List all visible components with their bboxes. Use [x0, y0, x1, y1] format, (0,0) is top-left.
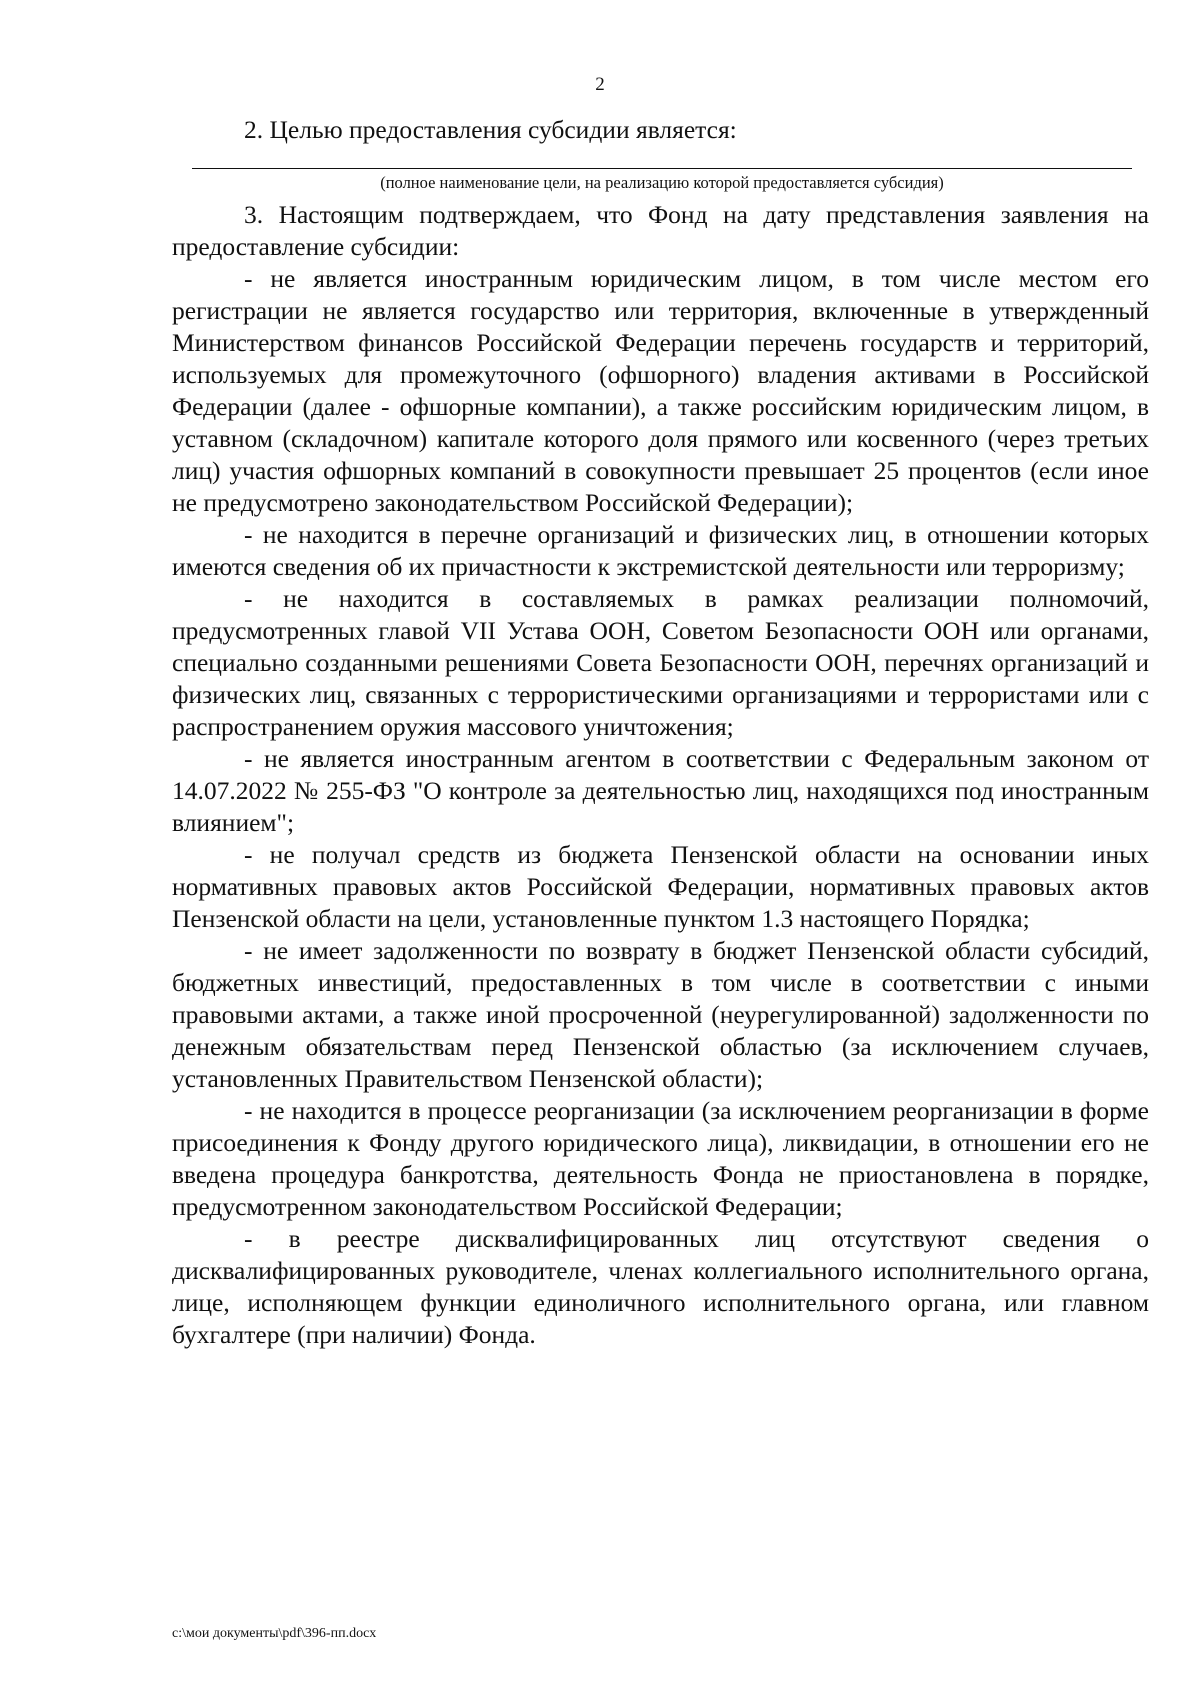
- goal-fill-line: [192, 158, 1132, 169]
- condition-item-no-other-funds: - не получал средств из бюджета Пензенской области на основании иных нормативных правовых актов Российской Федерации, нормативных правовых актов Пензенской области на цели, установленные пунктом 1.3 настоящего Порядка;: [172, 840, 1149, 933]
- page-number: 2: [595, 74, 605, 95]
- condition-item-disqualified-registry: - в реестре дисквалифицированных лиц отсутствуют сведения о дисквалифицированных руководителе, членах коллегиального исполнительного органа, лице, исполняющем функции единоличного исполнительного органа, или главном бухгалтере (при наличии) Фонда.: [172, 1224, 1149, 1349]
- condition-item-foreign-agent: - не является иностранным агентом в соответствии с Федеральным законом от 14.07.2022 № 255-ФЗ "О контроле за деятельностью лиц, находящихся под иностранным влиянием";: [172, 744, 1149, 837]
- condition-item-no-debt: - не имеет задолженности по возврату в бюджет Пензенской области субсидий, бюджетных инвестиций, предоставленных в том числе в соответствии с иными правовыми актами, а также иной просроченной (неурегулированной) задолженности по денежным обязательствам перед Пензенской областью (за исключением случаев, установленных Правительством Пензенской области);: [172, 936, 1149, 1093]
- section-2-goal: 2. Целью предоставления субсидии является:: [244, 115, 737, 144]
- condition-item-un-sanctions: - не находится в составляемых в рамках реализации полномочий, предусмотренных главой VII Устава ООН, Советом Безопасности ООН или органами, специально созданными решениями Совета Безопасности ООН, перечнях организаций и физических лиц, связанных с террористическими организациями и террористами или с распространением оружия массового уничтожения;: [172, 584, 1149, 741]
- section-3-intro: 3. Настоящим подтверждаем, что Фонд на дату представления заявления на предоставление субсидии:: [172, 200, 1149, 261]
- condition-item-extremism: - не находится в перечне организаций и физических лиц, в отношении которых имеются сведения об их причастности к экстремистской деятельности или терроризму;: [172, 520, 1149, 581]
- footer-file-path: c:\мои документы\pdf\396-пп.docx: [172, 1626, 377, 1641]
- goal-caption: (полное наименование цели, на реализацию которой предоставляется субсидия): [380, 173, 944, 192]
- condition-item-offshore: - не является иностранным юридическим лицом, в том числе местом его регистрации не является государство или территория, включенные в утвержденный Министерством финансов Российской Федерации перечень государств и территорий, используемых для промежуточного (офшорного) владения активами в Российской Федерации (далее - офшорные компании), а также российским юридическим лицом, в уставном (складочном) капитале которого доля прямого или косвенного (через третьих лиц) участия офшорных компаний в совокупности превышает 25 процентов (если иное не предусмотрено законодательством Российской Федерации);: [172, 264, 1149, 517]
- condition-item-no-reorganization: - не находится в процессе реорганизации (за исключением реорганизации в форме присоединения к Фонду другого юридического лица), ликвидации, в отношении его не введена процедура банкротства, деятельность Фонда не приостановлена в порядке, предусмотренном законодательством Российской Федерации;: [172, 1096, 1149, 1221]
- document-body: [172, 114, 1149, 1351]
